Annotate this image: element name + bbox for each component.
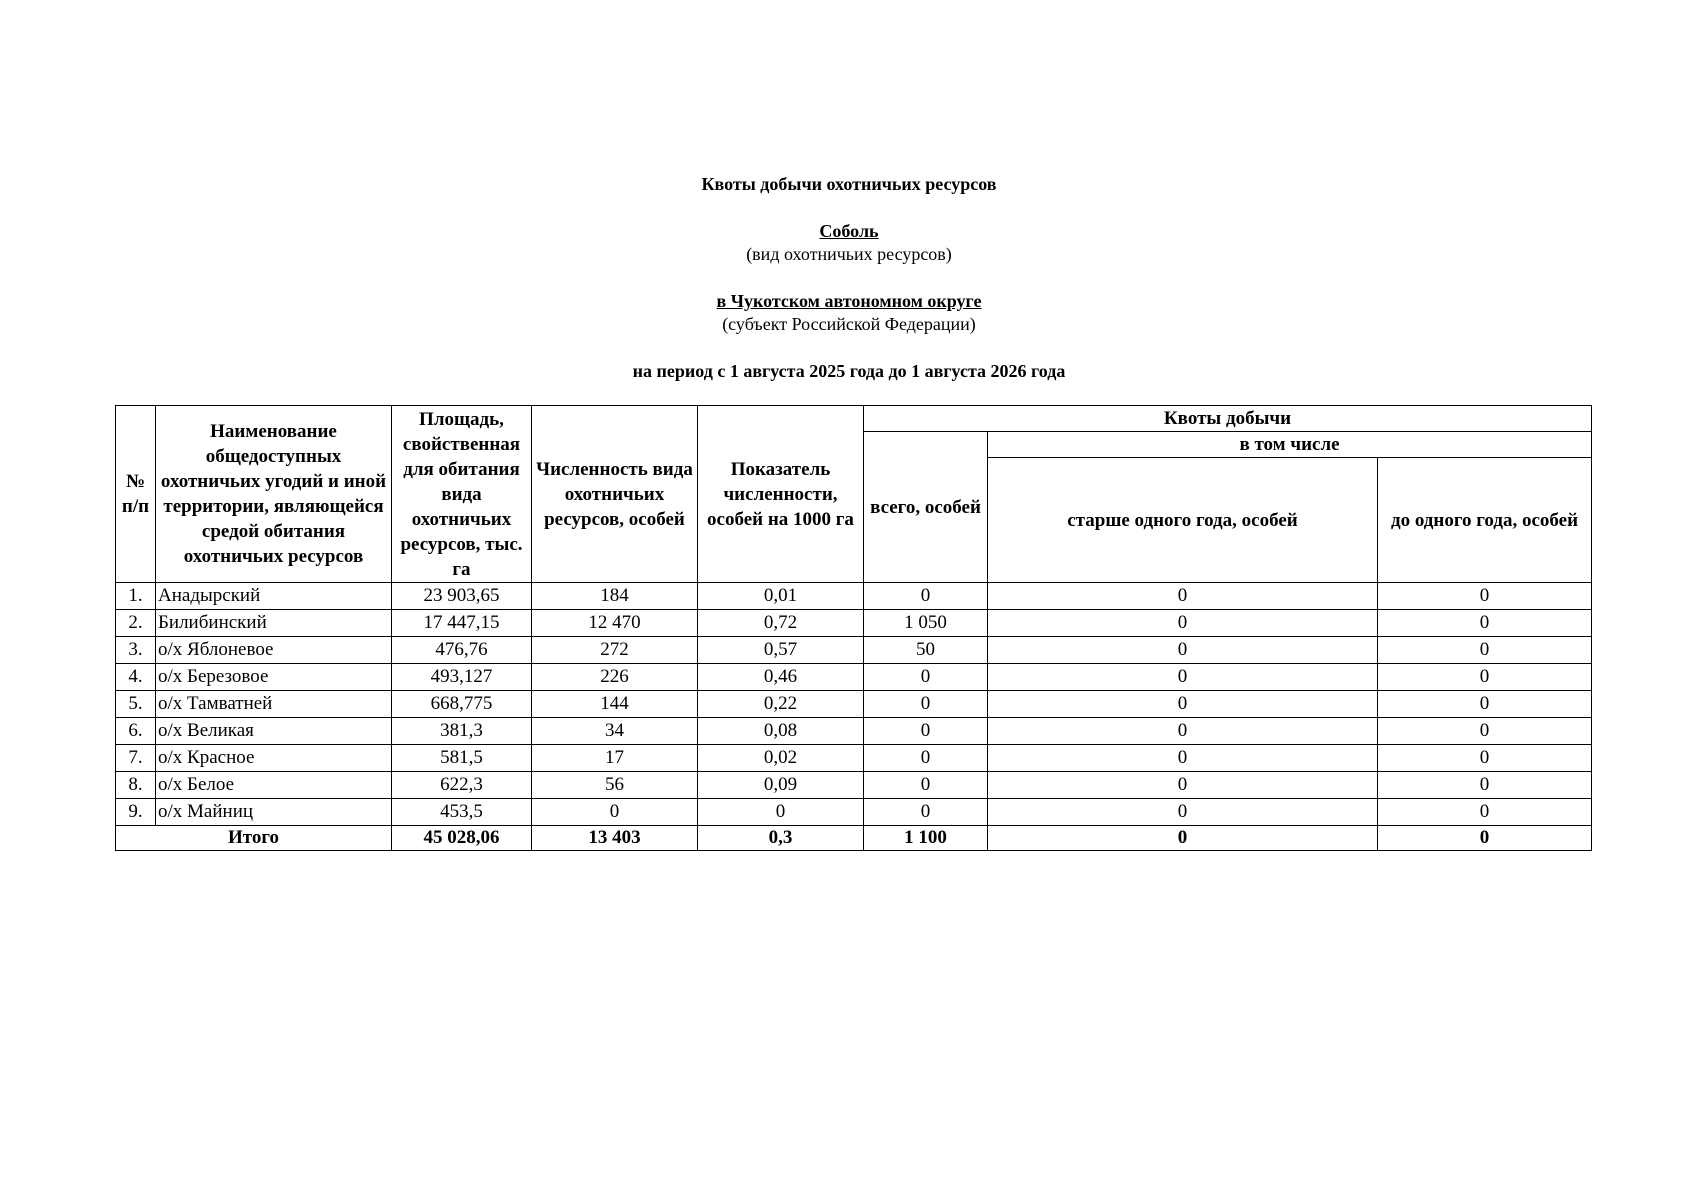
cell-population: 184: [532, 583, 698, 610]
cell-older: 0: [988, 799, 1378, 826]
total-label: Итого: [116, 826, 392, 851]
cell-quota-total: 0: [864, 745, 988, 772]
cell-older: 0: [988, 772, 1378, 799]
header-younger: до одного года, особей: [1378, 458, 1592, 583]
species-note: (вид охотничьих ресурсов): [746, 244, 952, 264]
cell-name: о/х Майниц: [156, 799, 392, 826]
cell-num: 7.: [116, 745, 156, 772]
table-row: [116, 691, 1592, 718]
quota-table-body: [116, 583, 1592, 826]
quota-table: [115, 405, 1592, 851]
total-population: 13 403: [532, 826, 698, 851]
header-quota-group: Квоты добычи: [864, 406, 1592, 432]
cell-num: 4.: [116, 664, 156, 691]
cell-older: 0: [988, 718, 1378, 745]
region-note: (субъект Российской Федерации): [722, 314, 976, 334]
table-row: [116, 745, 1592, 772]
cell-younger: 0: [1378, 745, 1592, 772]
cell-population: 272: [532, 637, 698, 664]
header-density: Показатель численности, особей на 1000 га: [698, 406, 864, 583]
document-title: Квоты добычи охотничьих ресурсов: [701, 174, 997, 194]
cell-density: 0,57: [698, 637, 864, 664]
cell-area: 381,3: [392, 718, 532, 745]
cell-quota-total: 0: [864, 583, 988, 610]
cell-num: 8.: [116, 772, 156, 799]
cell-num: 6.: [116, 718, 156, 745]
header-row-1: [116, 406, 1592, 432]
cell-younger: 0: [1378, 772, 1592, 799]
cell-num: 2.: [116, 610, 156, 637]
species-name: Соболь: [819, 221, 879, 241]
table-row: [116, 583, 1592, 610]
table-row: [116, 718, 1592, 745]
cell-younger: 0: [1378, 610, 1592, 637]
region-name: в Чукотском автономном округе: [716, 291, 982, 311]
cell-population: 56: [532, 772, 698, 799]
cell-density: 0,22: [698, 691, 864, 718]
period-text: на период с 1 августа 2025 года до 1 августа 2026 года: [632, 361, 1066, 381]
cell-quota-total: 0: [864, 718, 988, 745]
total-quota: 1 100: [864, 826, 988, 851]
cell-younger: 0: [1378, 691, 1592, 718]
cell-area: 622,3: [392, 772, 532, 799]
cell-quota-total: 0: [864, 772, 988, 799]
header-area: Площадь, свойственная для обитания вида охотничьих ресурсов, тыс. га: [392, 406, 532, 583]
cell-num: 5.: [116, 691, 156, 718]
cell-area: 476,76: [392, 637, 532, 664]
cell-quota-total: 0: [864, 691, 988, 718]
cell-num: 1.: [116, 583, 156, 610]
cell-density: 0,09: [698, 772, 864, 799]
cell-older: 0: [988, 583, 1378, 610]
total-older: 0: [988, 826, 1378, 851]
cell-density: 0,01: [698, 583, 864, 610]
cell-density: 0,02: [698, 745, 864, 772]
cell-younger: 0: [1378, 718, 1592, 745]
cell-density: 0,08: [698, 718, 864, 745]
cell-area: 493,127: [392, 664, 532, 691]
cell-name: о/х Белое: [156, 772, 392, 799]
table-row: [116, 664, 1592, 691]
cell-name: о/х Красное: [156, 745, 392, 772]
total-younger: 0: [1378, 826, 1592, 851]
header-num: № п/п: [116, 406, 156, 583]
cell-num: 3.: [116, 637, 156, 664]
cell-population: 0: [532, 799, 698, 826]
header-name: Наименование общедоступных охотничьих угодий и иной территории, являющейся средой обитания охотничьих ресурсов: [156, 406, 392, 583]
header-older: старше одного года, особей: [988, 458, 1378, 583]
header-quota-total: всего, особей: [864, 432, 988, 583]
total-area: 45 028,06: [392, 826, 532, 851]
cell-area: 453,5: [392, 799, 532, 826]
cell-population: 226: [532, 664, 698, 691]
cell-quota-total: 50: [864, 637, 988, 664]
cell-younger: 0: [1378, 637, 1592, 664]
cell-population: 144: [532, 691, 698, 718]
cell-num: 9.: [116, 799, 156, 826]
cell-younger: 0: [1378, 664, 1592, 691]
cell-younger: 0: [1378, 799, 1592, 826]
table-row: [116, 610, 1592, 637]
cell-older: 0: [988, 664, 1378, 691]
cell-name: о/х Березовое: [156, 664, 392, 691]
cell-quota-total: 1 050: [864, 610, 988, 637]
cell-population: 12 470: [532, 610, 698, 637]
cell-quota-total: 0: [864, 664, 988, 691]
cell-name: о/х Тамватней: [156, 691, 392, 718]
cell-older: 0: [988, 637, 1378, 664]
cell-area: 17 447,15: [392, 610, 532, 637]
cell-older: 0: [988, 745, 1378, 772]
cell-name: Билибинский: [156, 610, 392, 637]
cell-density: 0: [698, 799, 864, 826]
total-row: [116, 826, 1592, 851]
cell-older: 0: [988, 610, 1378, 637]
header-population: Численность вида охотничьих ресурсов, особей: [532, 406, 698, 583]
cell-population: 34: [532, 718, 698, 745]
table-row: [116, 637, 1592, 664]
cell-name: о/х Великая: [156, 718, 392, 745]
cell-population: 17: [532, 745, 698, 772]
total-density: 0,3: [698, 826, 864, 851]
cell-density: 0,46: [698, 664, 864, 691]
cell-area: 23 903,65: [392, 583, 532, 610]
cell-older: 0: [988, 691, 1378, 718]
cell-area: 668,775: [392, 691, 532, 718]
cell-name: о/х Яблоневое: [156, 637, 392, 664]
cell-area: 581,5: [392, 745, 532, 772]
header-including: в том числе: [988, 432, 1592, 458]
table-row: [116, 799, 1592, 826]
cell-quota-total: 0: [864, 799, 988, 826]
cell-name: Анадырский: [156, 583, 392, 610]
table-row: [116, 772, 1592, 799]
cell-density: 0,72: [698, 610, 864, 637]
cell-younger: 0: [1378, 583, 1592, 610]
